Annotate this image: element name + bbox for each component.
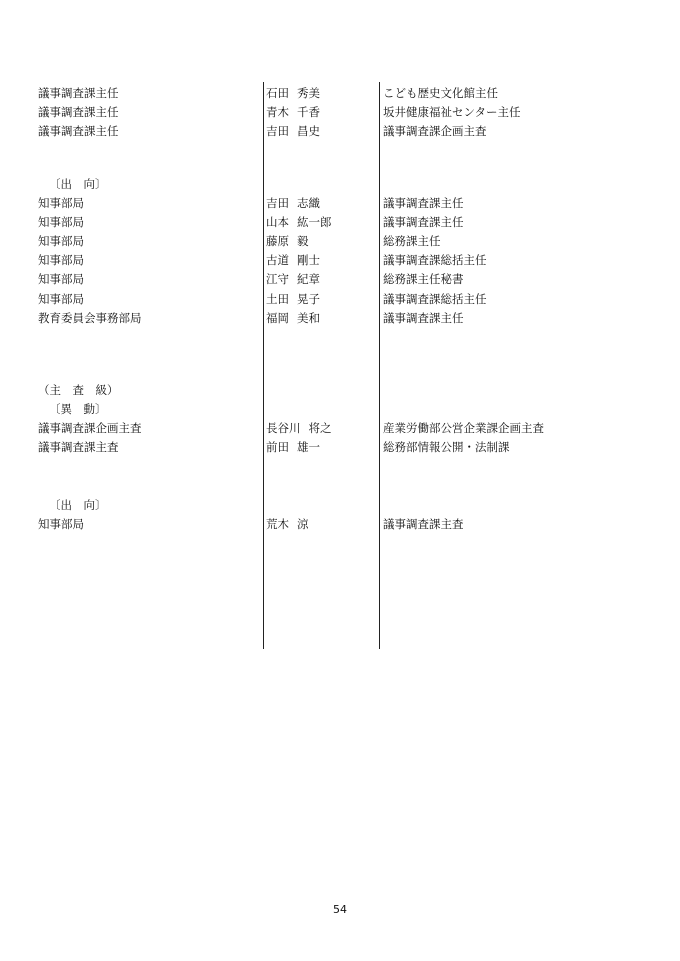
given-name: 秀美 xyxy=(297,86,320,100)
surname: 吉田 xyxy=(266,124,289,138)
new-position: 議事調査課主任 xyxy=(383,311,464,325)
section-heading: 〔異 動〕 xyxy=(49,402,107,416)
surname: 土田 xyxy=(266,292,289,306)
surname: 長谷川 xyxy=(266,421,301,435)
new-position: 総務課主任秘書 xyxy=(383,272,464,286)
former-position: 議事調査課主任 xyxy=(38,124,119,138)
former-position: 議事調査課主任 xyxy=(38,86,119,100)
given-name: 晃子 xyxy=(297,292,320,306)
page-number: 54 xyxy=(333,903,347,916)
table-row xyxy=(0,309,680,328)
former-position: 知事部局 xyxy=(38,234,84,248)
surname: 山本 xyxy=(266,215,289,229)
former-position: 知事部局 xyxy=(38,253,84,267)
new-position: 議事調査課主査 xyxy=(383,517,464,531)
new-position: 坂井健康福祉センター主任 xyxy=(383,105,521,119)
former-position: 議事調査課主査 xyxy=(38,440,119,454)
table-row xyxy=(0,84,680,103)
given-name: 毅 xyxy=(297,234,309,248)
person-name xyxy=(266,103,320,122)
former-position: 議事調査課企画主査 xyxy=(38,421,142,435)
person-name xyxy=(266,194,320,213)
surname: 古道 xyxy=(266,253,289,267)
new-position: 議事調査課総括主任 xyxy=(383,253,487,267)
column-divider-left xyxy=(263,82,264,649)
given-name: 雄一 xyxy=(297,440,320,454)
new-position: 産業労働部公営企業課企画主査 xyxy=(383,421,544,435)
surname: 福岡 xyxy=(266,311,289,325)
person-name xyxy=(266,438,320,457)
surname: 石田 xyxy=(266,86,289,100)
person-name xyxy=(266,251,320,270)
table-row xyxy=(0,290,680,309)
surname: 前田 xyxy=(266,440,289,454)
person-name xyxy=(266,122,320,141)
given-name: 紀章 xyxy=(297,272,320,286)
given-name: 剛士 xyxy=(297,253,320,267)
new-position: 議事調査課主任 xyxy=(383,215,464,229)
person-name xyxy=(266,213,332,232)
new-position: 総務部情報公開・法制課 xyxy=(383,440,510,454)
grade-heading: （主 査 級） xyxy=(38,383,119,397)
person-name xyxy=(266,270,320,289)
table-row xyxy=(0,232,680,251)
table-row xyxy=(0,270,680,289)
table-row xyxy=(0,122,680,141)
table-row xyxy=(0,515,680,534)
former-position: 知事部局 xyxy=(38,517,84,531)
person-name xyxy=(266,419,332,438)
table-row xyxy=(0,194,680,213)
given-name: 美和 xyxy=(297,311,320,325)
given-name: 紘一郎 xyxy=(297,215,332,229)
column-divider-right xyxy=(379,82,380,649)
table-row xyxy=(0,103,680,122)
former-position: 知事部局 xyxy=(38,196,84,210)
person-name xyxy=(266,232,309,251)
table-row xyxy=(0,251,680,270)
given-name: 涼 xyxy=(297,517,309,531)
former-position: 議事調査課主任 xyxy=(38,105,119,119)
section-heading: 〔出 向〕 xyxy=(49,177,107,191)
surname: 吉田 xyxy=(266,196,289,210)
surname: 藤原 xyxy=(266,234,289,248)
former-position: 知事部局 xyxy=(38,292,84,306)
new-position: 総務課主任 xyxy=(383,234,441,248)
new-position: 議事調査課主任 xyxy=(383,196,464,210)
person-name xyxy=(266,515,309,534)
surname: 荒木 xyxy=(266,517,289,531)
person-name xyxy=(266,309,320,328)
person-name xyxy=(266,84,320,103)
former-position: 知事部局 xyxy=(38,215,84,229)
former-position: 教育委員会事務部局 xyxy=(38,311,142,325)
table-row xyxy=(0,438,680,457)
new-position: 議事調査課総括主任 xyxy=(383,292,487,306)
given-name: 千香 xyxy=(297,105,320,119)
given-name: 昌史 xyxy=(297,124,320,138)
table-row xyxy=(0,213,680,232)
surname: 青木 xyxy=(266,105,289,119)
former-position: 知事部局 xyxy=(38,272,84,286)
surname: 江守 xyxy=(266,272,289,286)
person-name xyxy=(266,290,320,309)
given-name: 将之 xyxy=(308,421,332,435)
table-row xyxy=(0,419,680,438)
given-name: 志織 xyxy=(297,196,320,210)
new-position: こども歴史文化館主任 xyxy=(383,86,498,100)
new-position: 議事調査課企画主査 xyxy=(383,124,487,138)
section-heading: 〔出 向〕 xyxy=(49,498,107,512)
